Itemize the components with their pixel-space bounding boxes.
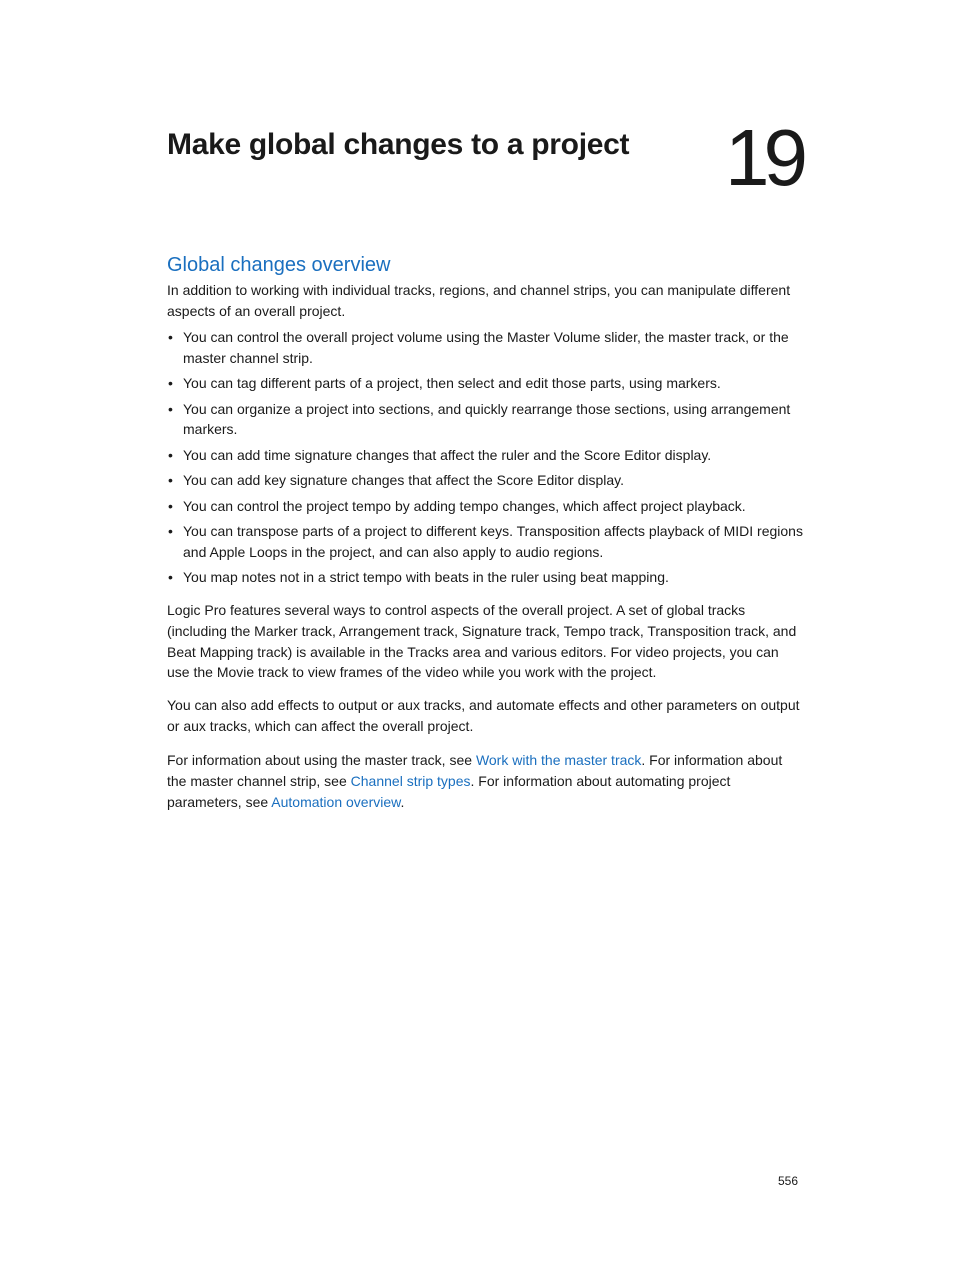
bullet-icon: • — [168, 569, 173, 586]
references-text: . For information about automating project parameters, see — [167, 772, 731, 810]
bullet-icon: • — [168, 375, 173, 392]
chapter-title: Make global changes to a project — [167, 128, 630, 161]
list-item-text: You can add key signature changes that affect the Score Editor display. — [183, 472, 625, 489]
bullet-list — [167, 327, 803, 593]
section-heading: Global changes overview — [167, 254, 391, 276]
list-item — [167, 521, 803, 563]
page-number: 556 — [777, 1174, 798, 1188]
bullet-icon: • — [168, 446, 173, 463]
references-text: . For information about the master channel strip, see — [167, 752, 783, 789]
list-item — [167, 327, 803, 369]
bullet-icon: • — [168, 522, 173, 539]
list-item — [167, 445, 803, 466]
list-item — [167, 470, 803, 491]
automation-overview-link[interactable]: Automation overview — [271, 793, 401, 810]
global-tracks-paragraph: Logic Pro features several ways to control aspects of the overall project. A set of global tracks (including the Marker track, Arrangement track, Signature track, Tempo track, Transposition track, and Beat Mapping track) is available in the Tracks area and various editors. For video projects, you can use the Movie track to view frames of the video while you work with the project. — [167, 602, 797, 681]
channel-strip-types-link[interactable]: Channel strip types — [350, 772, 471, 789]
effects-paragraph: You can also add effects to output or aux tracks, and automate effects and other parameters on output or aux tracks, which can affect the overall project. — [167, 697, 800, 734]
bullet-icon: • — [168, 497, 173, 514]
intro-paragraph: In addition to working with individual tracks, regions, and channel strips, you can manipulate different aspects of an overall project. — [167, 282, 791, 319]
list-item-text: You can transpose parts of a project to different keys. Transposition affects playback of MIDI regions and Apple Loops in the project, and can also apply to audio regions. — [183, 522, 803, 560]
list-item — [167, 399, 803, 441]
list-item-text: You can tag different parts of a project, then select and edit those parts, using markers. — [183, 375, 721, 392]
list-item — [167, 496, 803, 517]
list-item — [167, 373, 803, 394]
references-text: . — [400, 793, 405, 810]
list-item-text: You can control the project tempo by adding tempo changes, which affect project playback. — [183, 497, 746, 514]
references-paragraph — [167, 750, 803, 812]
references-text: For information about using the master track, see — [167, 752, 476, 768]
bullet-icon: • — [168, 400, 173, 417]
list-item-text: You can control the overall project volume using the Master Volume slider, the master track, or the master channel strip. — [183, 329, 789, 366]
list-item-text: You map notes not in a strict tempo with beats in the ruler using beat mapping. — [183, 569, 669, 586]
list-item-text: You can add time signature changes that affect the ruler and the Score Editor display. — [183, 446, 712, 463]
list-item — [167, 567, 803, 588]
bullet-icon: • — [168, 472, 173, 489]
list-item-text: You can organize a project into sections, and quickly rearrange those sections, using arrangement markers. — [183, 400, 791, 438]
bullet-icon: • — [168, 329, 173, 345]
master-track-link[interactable]: Work with the master track — [475, 752, 642, 768]
chapter-number: 19 — [725, 113, 802, 202]
